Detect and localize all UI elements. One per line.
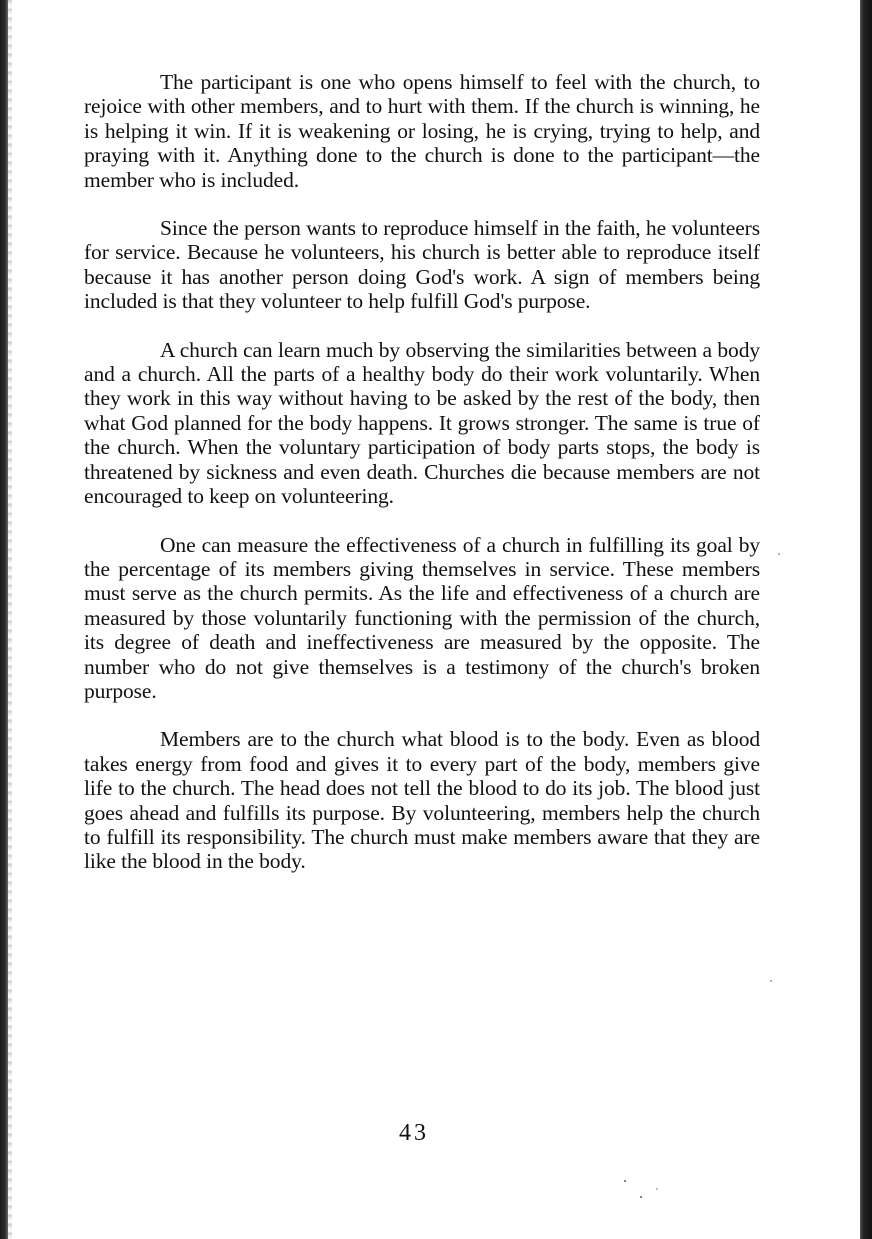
scan-speck: [778, 553, 780, 555]
left-scan-noise: [8, 0, 12, 1239]
paragraph-5: Members are to the church what blood is to the body. Even as blood takes energy from food and gives it to every part of the body, members give life to the church. The head does not tell the blood to do its job. The blood just goes ahead and fulfills its purpose. By volunteering, members help the church to fulfill its responsibility. The church must make members aware that they are like the blood in the body.: [84, 727, 760, 874]
page-number: 43: [399, 1120, 429, 1146]
scan-speck: [640, 1196, 642, 1198]
scan-speck: [656, 1188, 658, 1190]
scan-speck: [770, 980, 772, 982]
paragraph-4: One can measure the effectiveness of a church in fulfilling its goal by the percentage of its members giving themselves in service. These members must serve as the church permits. As the life and effectiveness of a church are measured by those voluntarily functioning with the permission of the church, its degree of death and ineffectiveness are measured by the opposite. The number who do not give themselves is a testimony of the church's broken purpose.: [84, 532, 760, 703]
paragraph-2: Since the person wants to reproduce himself in the faith, he volunteers for service. Because he volunteers, his church is better able to reproduce itself because it has another person doing God's work. A sign of members being included is that they volunteer to help fulfill God's purpose.: [84, 216, 760, 314]
paragraph-3: A church can learn much by observing the similarities between a body and a church. All the parts of a healthy body do their work voluntarily. When they work in this way without having to be asked by the rest of the body, then what God planned for the body happens. It grows stronger. The same is true of the church. When the voluntary participation of body parts stops, the body is threatened by sickness and even death. Churches die because members are not encouraged to keep on volunteering.: [84, 337, 760, 509]
left-scan-edge: [0, 0, 8, 1239]
paragraph-1: The participant is one who opens himself to feel with the church, to rejoice with other members, and to hurt with them. If the church is winning, he is helping it win. If it is weakening or losing, he is crying, trying to help, and praying with it. Anything done to the church is done to the participant—the member who is included.: [84, 70, 760, 192]
body-text: [84, 70, 760, 898]
right-scan-edge: [860, 0, 872, 1239]
scan-speck: [624, 1180, 626, 1182]
